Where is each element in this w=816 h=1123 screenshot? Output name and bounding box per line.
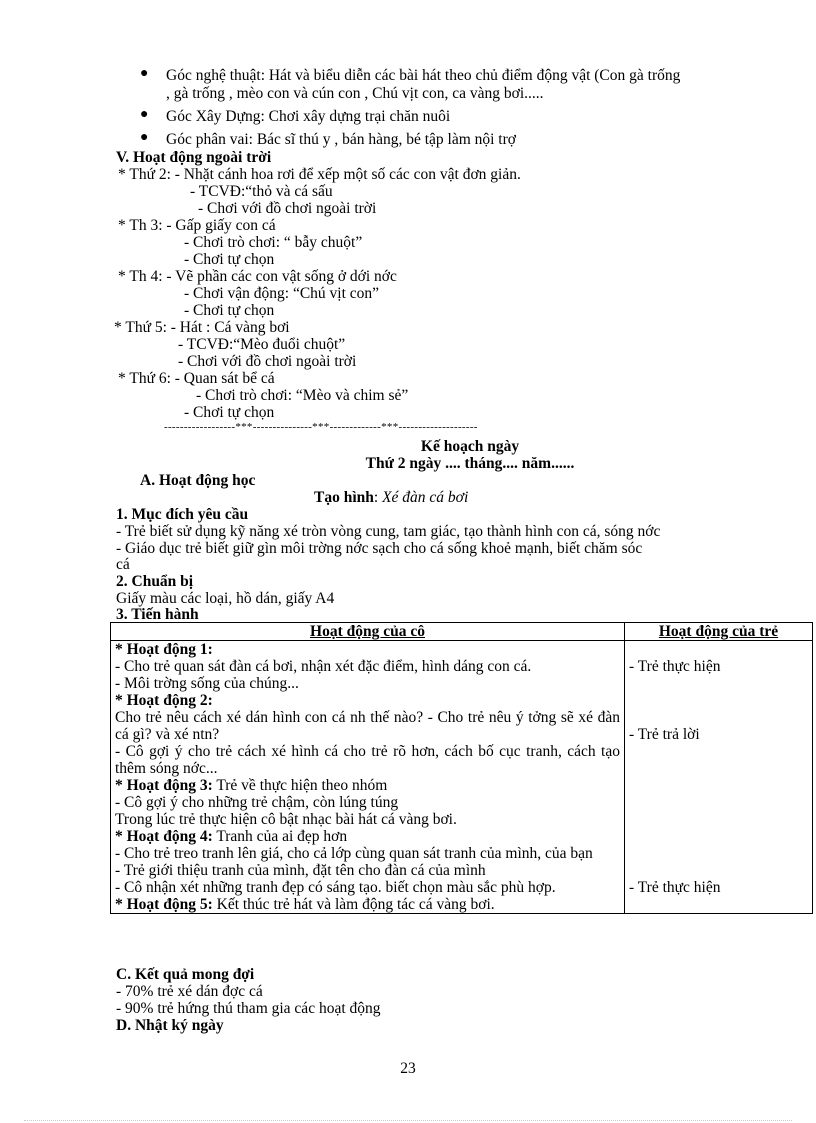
outdoor-line: - TCVĐ:“thỏ và cá sấu bbox=[190, 183, 333, 200]
outdoor-line: - Chơi tự chọn bbox=[184, 302, 275, 319]
activity-4-line: - Cho trẻ treo tranh lên giá, cho cả lớp cùng quan sát tranh của mình, của bạn bbox=[115, 845, 593, 862]
activity-3-text: Trẻ về thực hiện theo nhóm bbox=[212, 777, 388, 794]
result-line: - 90% trẻ hứng thú tham gia các hoạt động bbox=[116, 1000, 381, 1017]
activity-title bbox=[314, 489, 468, 506]
teacher-cell bbox=[111, 641, 625, 914]
procedure-heading: 3. Tiến hành bbox=[116, 606, 199, 623]
table-header-row bbox=[111, 623, 813, 641]
child-response-3: - Trẻ thực hiện bbox=[629, 879, 721, 896]
outdoor-line: - Chơi tự chọn bbox=[184, 404, 275, 421]
activity-2-title: * Hoạt động 2: bbox=[115, 692, 213, 709]
outdoor-heading: V. Hoạt động ngoài trời bbox=[116, 149, 272, 166]
outdoor-line: - Chơi với đồ chơi ngoài trời bbox=[198, 200, 377, 217]
table-row bbox=[111, 641, 813, 914]
header-child: Hoạt động của trẻ bbox=[625, 623, 813, 641]
activities-table bbox=[110, 622, 813, 914]
activity-5-text: Kết thúc trẻ hát và làm động tác cá vàng bơi. bbox=[212, 896, 495, 913]
child-cell bbox=[625, 641, 813, 914]
corner-item-build: Góc Xây Dựng: Chơi xây dựng trại chăn nuôi bbox=[166, 108, 451, 125]
activity-4 bbox=[115, 828, 620, 845]
outdoor-line: - Chơi vận động: “Chú vịt con” bbox=[184, 285, 380, 302]
day-plan-title: Kế hoạch ngày bbox=[420, 438, 520, 455]
outdoor-line: * Th 4: - Vẽ phần các con vật sống ở dới nớc bbox=[118, 268, 397, 285]
prep-heading: 2. Chuẩn bị bbox=[116, 573, 194, 590]
activity-1-line: - Môi trờng sống của chúng... bbox=[115, 675, 299, 692]
activity-3-line: Trong lúc trẻ thực hiện cô bật nhạc bài hát cá vàng bơi. bbox=[115, 811, 457, 828]
outdoor-line: - Chơi với đồ chơi ngoài trời bbox=[178, 353, 357, 370]
separator: ------------------***---------------***-------------***-------------------- bbox=[164, 421, 478, 433]
activity-3-line: - Cô gợi ý cho những trẻ chậm, còn lúng túng bbox=[115, 794, 399, 811]
goal-line: cá bbox=[116, 556, 130, 573]
activity-3-title: * Hoạt động 3: bbox=[115, 777, 213, 794]
activity-5-title: * Hoạt động 5: bbox=[115, 896, 213, 913]
results-heading: C. Kết quả mong đợi bbox=[116, 966, 255, 983]
bullet-icon: ● bbox=[140, 107, 149, 122]
corner-item-role: Góc phân vai: Bác sĩ thú y , bán hàng, bé tập làm nội trợ bbox=[166, 131, 516, 148]
header-teacher: Hoạt động của cô bbox=[111, 623, 625, 641]
outdoor-line: * Thứ 5: - Hát : Cá vàng bơi bbox=[114, 319, 290, 336]
prep-text: Giấy màu các loại, hồ dán, giấy A4 bbox=[116, 590, 335, 607]
activity-1-line: - Cho trẻ quan sát đàn cá bơi, nhận xét đặc điểm, hình dáng con cá. bbox=[115, 658, 532, 675]
activity-4-text: Tranh của ai đẹp hơn bbox=[212, 828, 348, 845]
activity-5 bbox=[115, 896, 620, 913]
day-plan-date: Thứ 2 ngày .... tháng.... năm...... bbox=[365, 455, 575, 472]
activity-2-line: Cho trẻ nêu cách xé dán hình con cá nh thế nào? - Cho trẻ nêu ý tởng sẽ xé đàn cá gì? và xé ntn? bbox=[115, 709, 620, 743]
outdoor-line: * Thứ 2: - Nhặt cánh hoa rơi để xếp một số các con vật đơn giản. bbox=[118, 166, 521, 183]
activity-4-title: * Hoạt động 4: bbox=[115, 828, 213, 845]
corner-item-art-cont: , gà trống , mèo con và cún con , Chú vịt con, ca vàng bơi..... bbox=[166, 85, 544, 102]
result-line: - 70% trẻ xé dán đợc cá bbox=[116, 983, 263, 1000]
outdoor-line: - Chơi trò chơi: “ bẫy chuột” bbox=[184, 234, 363, 251]
outdoor-line: - Chơi trò chơi: “Mèo và chim sẻ” bbox=[196, 387, 409, 404]
child-response-2: - Trẻ trả lời bbox=[629, 726, 700, 743]
diary-heading: D. Nhật ký ngày bbox=[116, 1017, 224, 1034]
bullet-icon: ● bbox=[140, 130, 149, 145]
goal-heading: 1. Mục đích yêu cầu bbox=[116, 506, 249, 523]
child-response-1: - Trẻ thực hiện bbox=[629, 658, 721, 675]
activity-3 bbox=[115, 777, 620, 794]
page-divider bbox=[24, 1120, 792, 1121]
corner-item-art: Góc nghệ thuật: Hát và biểu diễn các bài hát theo chủ điểm động vật (Con gà trống bbox=[166, 67, 681, 84]
outdoor-line: - TCVĐ:“Mèo đuổi chuột” bbox=[178, 336, 346, 353]
goal-line: - Giáo dục trẻ biết giữ gìn môi trờng nớc sạch cho cá sống khoẻ mạnh, biết chăm sóc bbox=[116, 540, 643, 557]
bullet-icon: ● bbox=[140, 66, 149, 81]
activity-4-line: - Cô nhận xét những tranh đẹp có sáng tạo. biết chọn màu sắc phù hợp. bbox=[115, 879, 556, 896]
outdoor-line: * Thứ 6: - Quan sát bể cá bbox=[118, 370, 275, 387]
activity-label: Tạo hình bbox=[314, 489, 374, 506]
activity-2-line: - Cô gợi ý cho trẻ cách xé hình cá cho trẻ rõ hơn, cách bố cục tranh, cách tạo thêm sóng nớc... bbox=[115, 743, 620, 777]
goal-line: - Trẻ biết sử dụng kỹ năng xé tròn vòng cung, tam giác, tạo thành hình con cá, sóng nớc bbox=[116, 523, 661, 540]
activity-4-line: - Trẻ giới thiệu tranh của mình, đặt tên cho đàn cá của mình bbox=[115, 862, 486, 879]
activity-name: Xé đàn cá bơi bbox=[382, 489, 469, 506]
page-number: 23 bbox=[400, 1060, 416, 1077]
outdoor-line: * Th 3: - Gấp giấy con cá bbox=[118, 217, 276, 234]
activity-1-title: * Hoạt động 1: bbox=[115, 641, 213, 658]
section-a-heading: A. Hoạt động học bbox=[140, 472, 256, 489]
activity-colon: : bbox=[373, 489, 383, 506]
outdoor-line: - Chơi tự chọn bbox=[184, 251, 275, 268]
